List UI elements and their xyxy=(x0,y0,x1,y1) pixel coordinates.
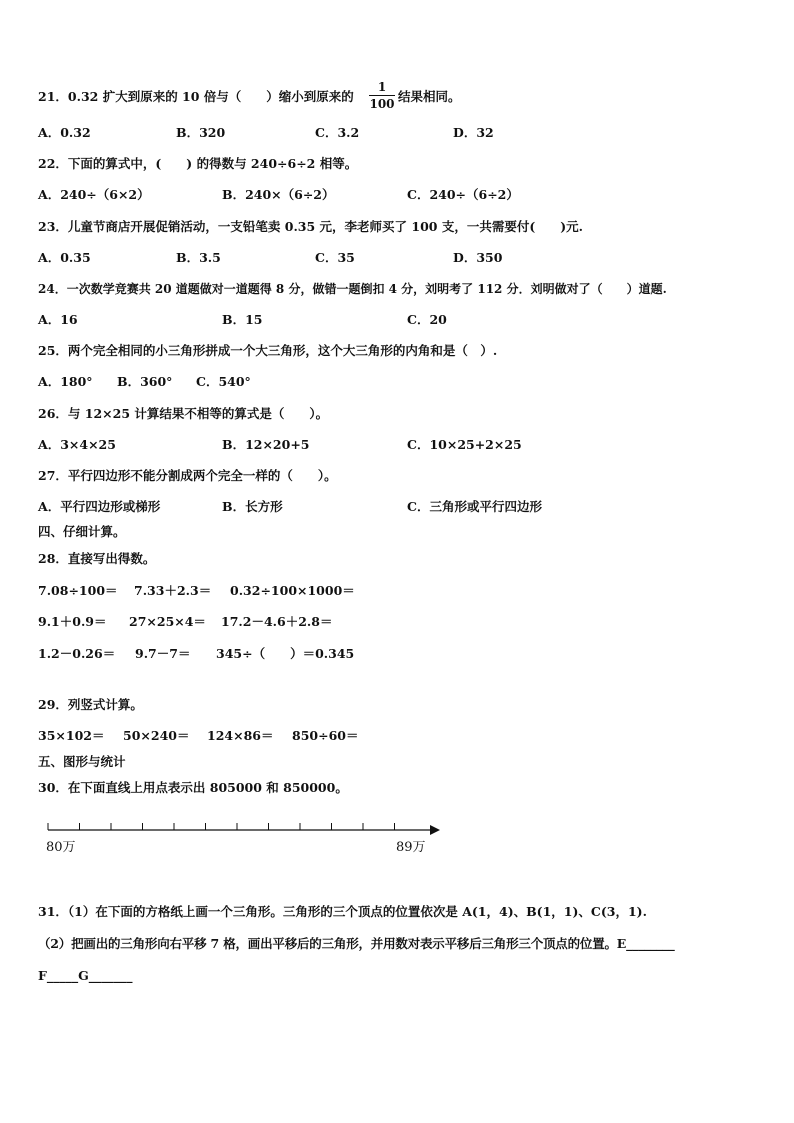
q25-option-a: A．180° xyxy=(38,374,93,389)
q27-option-b: B．长方形 xyxy=(222,499,283,514)
q28-r3-c1: 1.2－0.26＝ xyxy=(38,646,116,661)
q24-option-b: B．15 xyxy=(222,312,263,327)
q23-option-c: C．35 xyxy=(315,250,355,265)
q29-item-3: 124×86＝ xyxy=(207,728,274,743)
q21-option-c: C．3.2 xyxy=(315,125,360,140)
q27-option-c: C．三角形或平行四边形 xyxy=(407,499,542,514)
number-line-start-label: 80万 xyxy=(46,840,76,855)
q31-part2: （2）把画出的三角形向右平移 7 格，画出平移后的三角形，并用数对表示平移后三角形三个顶点的位置。E________ xyxy=(38,936,675,951)
q26-option-b: B．12×20+5 xyxy=(222,437,310,452)
q21-frac-den: 100 xyxy=(369,97,395,111)
q28-r2-c2: 27×25×4＝ xyxy=(129,614,206,629)
q31-part1: 31．（1）在下面的方格纸上画一个三角形。三角形的三个顶点的位置依次是 A(1，4)、B(1，1)、C(3，1). xyxy=(38,904,647,919)
section-4-heading: 四、仔细计算。 xyxy=(38,524,126,539)
q21-fraction xyxy=(369,80,395,111)
q25-option-b: B．360° xyxy=(117,374,173,389)
q29-item-2: 50×240＝ xyxy=(123,728,190,743)
q28-r1-c3: 0.32÷100×1000＝ xyxy=(230,583,355,598)
q28-r3-c3: 345÷（ ）＝0.345 xyxy=(216,646,355,661)
q23-option-d: D．350 xyxy=(453,250,503,265)
q24-option-c: C．20 xyxy=(407,312,447,327)
q28-r2-c1: 9.1＋0.9＝ xyxy=(38,614,107,629)
number-line xyxy=(40,818,450,842)
q27-option-a: A．平行四边形或梯形 xyxy=(38,499,161,514)
q29-item-4: 850÷60＝ xyxy=(292,728,359,743)
q22-option-a: A．240÷（6×2） xyxy=(38,187,150,202)
q21-option-b: B．320 xyxy=(176,125,226,140)
number-line-arrow xyxy=(430,825,440,835)
q28-r1-c1: 7.08÷100＝ xyxy=(38,583,118,598)
q21-text-b: 结果相同。 xyxy=(398,89,461,104)
q25-text: 25．两个完全相同的小三角形拼成一个大三角形，这个大三角形的内角和是（ ）. xyxy=(38,343,498,358)
q28-r3-c2: 9.7－7＝ xyxy=(135,646,191,661)
q21-text-a: 21．0.32 扩大到原来的 10 倍与（ ）缩小到原来的 xyxy=(38,89,354,104)
q22-option-b: B．240×（6÷2） xyxy=(222,187,335,202)
q28-r2-c3: 17.2－4.6＋2.8＝ xyxy=(221,614,333,629)
number-line-ticks xyxy=(48,823,395,830)
q29-item-1: 35×102＝ xyxy=(38,728,105,743)
number-line-end-label: 89万 xyxy=(396,840,426,855)
q28-r1-c2: 7.33＋2.3＝ xyxy=(134,583,212,598)
q26-option-c: C．10×25+2×25 xyxy=(407,437,522,452)
q22-text: 22．下面的算式中，( ) 的得数与 240÷6÷2 相等。 xyxy=(38,156,358,171)
q26-option-a: A．3×4×25 xyxy=(38,437,116,452)
q30-text: 30．在下面直线上用点表示出 805000 和 850000。 xyxy=(38,780,348,795)
q28-text: 28．直接写出得数。 xyxy=(38,551,156,566)
q31-part3: F_____G_______ xyxy=(38,968,133,983)
q25-option-c: C．540° xyxy=(196,374,251,389)
q27-text: 27．平行四边形不能分割成两个完全一样的（ ）。 xyxy=(38,468,337,483)
q23-option-a: A．0.35 xyxy=(38,250,91,265)
q23-text: 23．儿童节商店开展促销活动，一支铅笔卖 0.35 元，李老师买了 100 支，一共需要付( )元. xyxy=(38,219,584,234)
q21-option-a: A．0.32 xyxy=(38,125,91,140)
section-5-heading: 五、图形与统计 xyxy=(38,754,126,769)
q21-frac-num: 1 xyxy=(369,80,395,96)
q24-option-a: A．16 xyxy=(38,312,78,327)
q26-text: 26．与 12×25 计算结果不相等的算式是（ ）。 xyxy=(38,406,329,421)
q24-text: 24．一次数学竞赛共 20 道题做对一道题得 8 分，做错一题倒扣 4 分，刘明考了 112 分．刘明做对了（ ）道题. xyxy=(38,282,667,296)
q23-option-b: B．3.5 xyxy=(176,250,221,265)
q22-option-c: C．240÷（6÷2） xyxy=(407,187,519,202)
q21-option-d: D．32 xyxy=(453,125,494,140)
q29-text: 29．列竖式计算。 xyxy=(38,697,143,712)
